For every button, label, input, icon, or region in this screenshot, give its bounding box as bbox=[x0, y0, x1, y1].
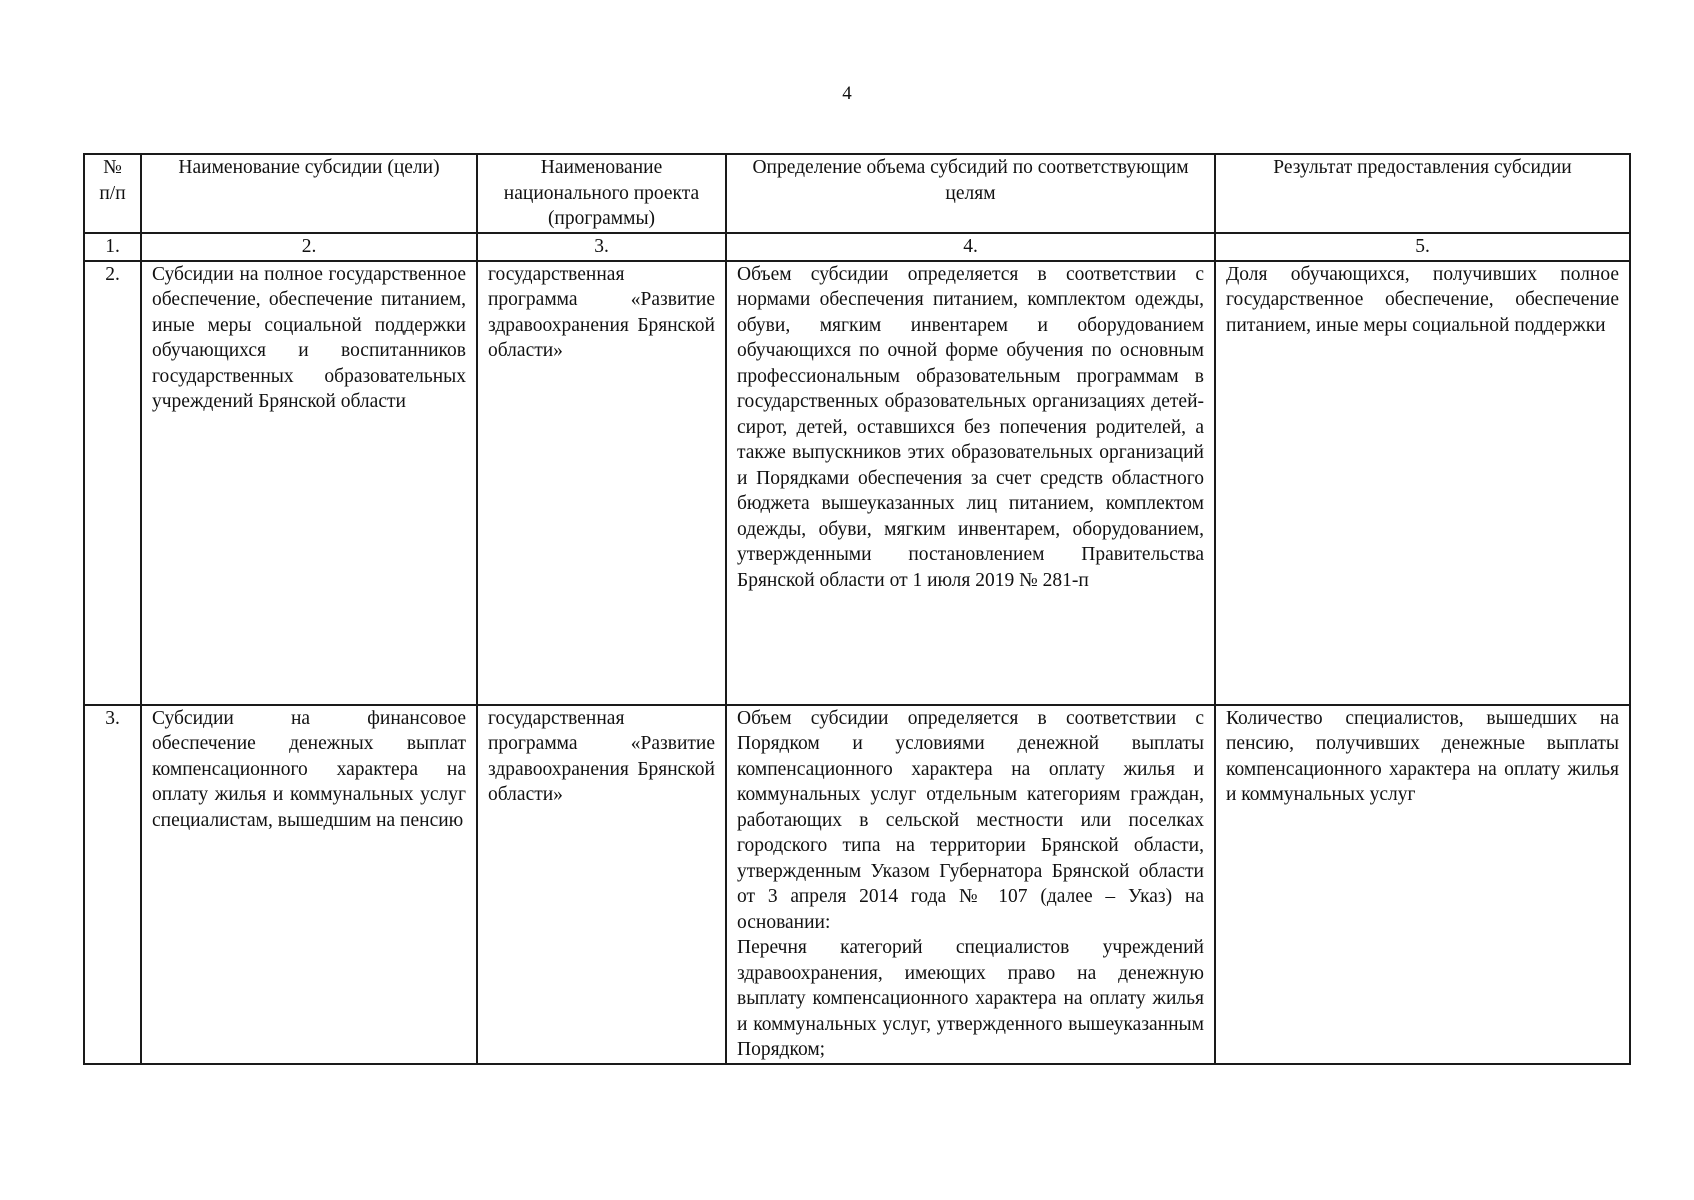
header-result: Результат предоставления субсидии bbox=[1215, 154, 1630, 233]
definition-cell: Объем субсидии определяется в соответствии с нормами обеспечения питанием, комплектом одежды, обуви, мягким инвентарем и оборудованием обучающихся по очной форме обучения по основным профессиональным образовательным программам в государственных образовательных организациях детей-сирот, детей, оставшихся без попечения родителей, а также выпускников этих образовательных организаций и Порядками обеспечения за счет средств областного бюджета вышеуказанных лиц питанием, комплектом одежды, обуви, мягким инвентарем, оборудованием, утвержденными постановлением Правительства Брянской области от 1 июля 2019 № 281-п bbox=[726, 261, 1215, 705]
table-row bbox=[84, 261, 1630, 705]
header-row bbox=[84, 154, 1630, 233]
header-number: № п/п bbox=[84, 154, 141, 233]
subsidy-table bbox=[83, 153, 1631, 1065]
subsidy-name-cell: Субсидии на полное государственное обеспечение, обеспечение питанием, иные меры социальной поддержки обучающихся и воспитанников государственных образовательных учреждений Брянской области bbox=[141, 261, 477, 705]
page-number: 4 bbox=[842, 83, 852, 104]
subsidy-name-cell: Субсидии на финансовое обеспечение денежных выплат компенсационного характера на оплату жилья и коммунальных услуг специалистам, вышедшим на пенсию bbox=[141, 705, 477, 1064]
header-volume-definition: Определение объема субсидий по соответствующим целям bbox=[726, 154, 1215, 233]
program-cell: государственная программа «Развитие здравоохранения Брянской области» bbox=[477, 705, 726, 1064]
row-number: 3. bbox=[84, 705, 141, 1064]
definition-text: Объем субсидии определяется в соответствии с Порядком и условиями денежной выплаты компенсационного характера на оплату жилья и коммунальных услуг отдельным категориям граждан, работающих в сельской местности или поселках городского типа на территории Брянской области, утвержденным Указом Губернатора Брянской области от 3 апреля 2014 года № 107 (далее – Указ) на основании: bbox=[737, 707, 1204, 933]
result-cell: Доля обучающихся, получивших полное государственное обеспечение, обеспечение питанием, иные меры социальной поддержки bbox=[1215, 261, 1630, 705]
column-index: 2. bbox=[141, 233, 477, 261]
column-index: 4. bbox=[726, 233, 1215, 261]
column-index-row bbox=[84, 233, 1630, 261]
result-cell: Количество специалистов, вышедших на пенсию, получивших денежные выплаты компенсационного характера на оплату жилья и коммунальных услуг bbox=[1215, 705, 1630, 1064]
header-subsidy-name: Наименование субсидии (цели) bbox=[141, 154, 477, 233]
program-cell: государственная программа «Развитие здравоохранения Брянской области» bbox=[477, 261, 726, 705]
column-index: 1. bbox=[84, 233, 141, 261]
table-row bbox=[84, 705, 1630, 1064]
definition-list-item: Перечня категорий специалистов учреждений здравоохранения, имеющих право на денежную выплату компенсационного характера на оплату жилья и коммунальных услуг, утвержденного вышеуказанным Порядком; bbox=[737, 937, 1204, 1060]
column-index: 5. bbox=[1215, 233, 1630, 261]
definition-cell bbox=[726, 705, 1215, 1064]
header-project-name: Наименование национального проекта (программы) bbox=[477, 154, 726, 233]
row-number: 2. bbox=[84, 261, 141, 705]
column-index: 3. bbox=[477, 233, 726, 261]
